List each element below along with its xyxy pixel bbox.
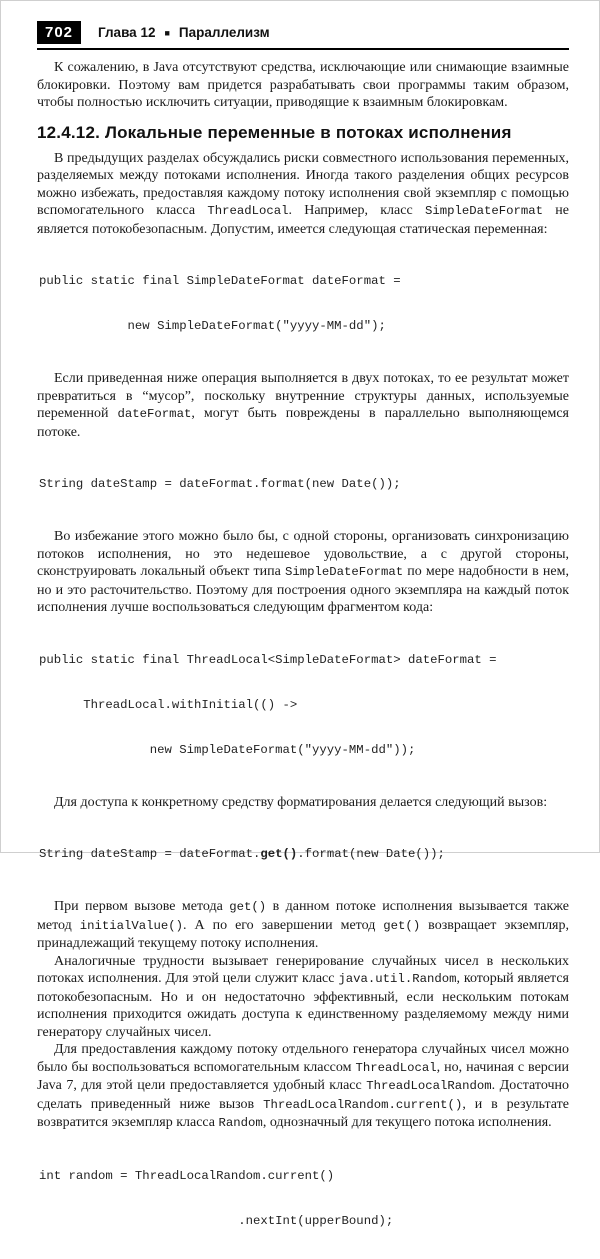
text-run: Аналогичные трудности вызывает генерирование случайных чисел в нескольких потоках исполнения. Для этой цели служит класс: [37, 953, 569, 986]
code-run: String dateStamp = dateFormat.: [39, 847, 261, 861]
text-run: , который является потокобезопасным. Но и он недостаточно эффективный, если нескольким потокам исполнения приходится ожидать доступа к единственному разделяемому между ними генератору случайных чисел.: [37, 971, 569, 1040]
text-run: Если приведенная ниже операция выполняется в двух потоках, то ее результат может превратиться в “мусор”, поскольку внутренние структуры данных, используемые переменной: [37, 371, 569, 421]
code-block-threadlocal-withinitial: [39, 623, 569, 788]
code-line: public static final SimpleDateFormat dateFormat =: [39, 274, 401, 288]
code-line: new SimpleDateFormat("yyyy-MM-dd"));: [39, 742, 416, 757]
code-block-static-dateformat: [39, 244, 569, 364]
text-run: . А по его завершении метод: [183, 917, 384, 933]
section-heading: 12.4.12. Локальные переменные в потоках исполнения: [37, 122, 512, 142]
code-line: [39, 847, 569, 862]
code-line: ThreadLocal.withInitial(() ->: [39, 697, 298, 712]
text-run: в данном потоке исполнения вызывается также метод: [37, 899, 569, 933]
inline-code-get: get(): [383, 918, 421, 933]
code-line: public static final ThreadLocal<SimpleDateFormat> dateFormat =: [39, 652, 497, 667]
inline-code-threadlocalrandom: ThreadLocalRandom: [366, 1079, 492, 1093]
chapter-title: Параллелизм: [178, 25, 270, 40]
code-line: new SimpleDateFormat("yyyy-MM-dd");: [39, 319, 386, 333]
page-number-badge: [37, 21, 81, 44]
paragraph-avoidance: [37, 528, 569, 617]
paragraph-access-call: Для доступа к конкретному средству форматирования делается следующий вызов:: [54, 794, 548, 810]
paragraph-threadlocalrandom: [37, 1041, 569, 1133]
text-run: В предыдущих разделах обсуждались риски совместного использования переменных, разделяемых между потоками исполнения. Иногда такого разделения общих ресурсов можно избежать, предоставляя каждому потоку исполнения свой экземпляр с помощью вспомогательного класса: [37, 150, 569, 218]
text-run: по мере надобности в нем, но и это расточительство. Поэтому для построения одного экземпляра на каждый поток исполнения лучше воспользоваться следующим фрагментом кода:: [37, 564, 569, 615]
inline-code-get: get(): [229, 900, 267, 914]
code-run: .format(new Date());: [297, 847, 445, 861]
inline-code-dateformat: dateFormat: [117, 407, 192, 421]
paragraph-deadlocks: К сожалению, в Java отсутствуют средства, исключающие или снимающие взаимные блокировки. Поэтому вам придется разрабатывать свои программы таким образом, чтобы полностью исключить ситуации, приводящие к взаимным блокировкам.: [37, 60, 569, 110]
header-rule: [37, 48, 569, 50]
code-line: int random = ThreadLocalRandom.current(): [39, 1168, 335, 1183]
paragraph-get-initialvalue: [37, 898, 569, 953]
inline-code-simpledateformat: SimpleDateFormat: [285, 565, 404, 579]
code-line: .nextInt(upperBound);: [39, 1213, 394, 1228]
page-header: [37, 21, 569, 44]
inline-code-threadlocalrandom-current: ThreadLocalRandom.current(): [263, 1097, 463, 1112]
text-run: , но, начиная с версии Java 7, для этой цели предоставляется удобный класс: [37, 1059, 569, 1093]
chapter-label: Глава 12: [98, 25, 156, 40]
text-run: , и в результате возвратится экземпляр класса: [37, 1096, 569, 1130]
inline-code-initialvalue: initialValue(): [79, 918, 184, 933]
paragraph-random-difficulties: [37, 953, 569, 1042]
code-block-get-format: [39, 817, 569, 892]
text-run: , могут быть повреждены в параллельно выполняющемся потоке.: [37, 406, 569, 440]
text-run: Во избежание этого можно было бы, с одной стороны, организовать синхронизацию потоков исполнения, но это недешевое удовольствие, а с другой стороны, сконструировать локальный объект типа: [37, 529, 569, 579]
inline-code-simpledateformat: SimpleDateFormat: [424, 204, 544, 218]
running-head: [98, 25, 270, 40]
text-run: , однозначный для текущего потока исполнения.: [262, 1115, 552, 1130]
paragraph-threadlocal-intro: [37, 150, 569, 239]
square-bullet-icon: ■: [164, 28, 170, 38]
inline-code-threadlocal: ThreadLocal: [207, 204, 289, 218]
page-number: 702: [44, 24, 74, 41]
inline-code-random: Random: [218, 1116, 263, 1130]
text-run: возвращает экземпляр, принадлежащий текущему потоку исполнения.: [37, 917, 570, 951]
paragraph-garbage-result: [37, 370, 569, 441]
code-block-nextint: [39, 1139, 569, 1259]
inline-code-threadlocal: ThreadLocal: [355, 1060, 437, 1075]
inline-code-java-util-random: java.util.Random: [338, 972, 457, 986]
text-run: . Достаточно сделать приведенный ниже вызов: [37, 1078, 569, 1112]
code-block-datestamp-format: [39, 447, 569, 522]
text-run: . Например, класс: [288, 203, 425, 218]
code-line: String dateStamp = dateFormat.format(new Date());: [39, 477, 401, 491]
text-run: При первом вызове метода: [54, 899, 230, 914]
code-run-bold-get: get(): [260, 847, 298, 861]
text-run: не является потокобезопасным. Допустим, имеется следующая статическая переменная:: [37, 203, 569, 237]
text-run: Для предоставления каждому потоку отдельного генератора случайных чисел можно было бы воспользоваться вспомогательным классом: [37, 1042, 569, 1075]
